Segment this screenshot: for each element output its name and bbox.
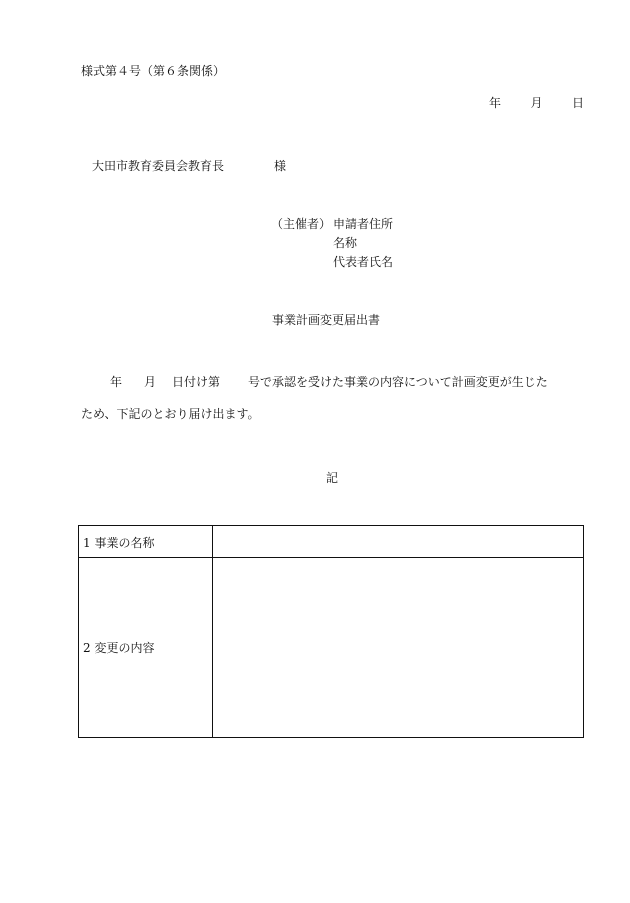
date-line xyxy=(489,95,584,111)
body-rest: 号で承認を受けた事業の内容について計画変更が生じた xyxy=(248,375,548,389)
document-title: 事業計画変更届出書 xyxy=(272,313,381,327)
addressee-name: 大田市教育委員会教育長 xyxy=(92,159,225,173)
applicant-role-label: （主催者） xyxy=(271,217,332,231)
project-name-label: 1 事業の名称 xyxy=(83,536,155,550)
date-day-label: 日 xyxy=(571,96,584,110)
table-column-divider xyxy=(212,526,213,737)
ki-heading: 記 xyxy=(326,471,339,485)
item-table xyxy=(78,525,584,738)
change-content-label: 2 変更の内容 xyxy=(83,641,155,655)
body-month: 月 xyxy=(144,375,157,389)
body-year: 年 xyxy=(110,375,123,389)
date-year-label: 年 xyxy=(489,96,502,110)
body-line-2: ため、下記のとおり届け出ます。 xyxy=(81,407,260,421)
date-month-label: 月 xyxy=(530,96,543,110)
form-number: 様式第４号（第６条関係） xyxy=(81,64,226,78)
applicant-name-label: 名称 xyxy=(333,236,358,250)
applicant-representative-label: 代表者氏名 xyxy=(333,255,394,269)
body-line-1 xyxy=(110,374,548,390)
table-row-project-name xyxy=(79,526,583,558)
body-day-dated: 日付け第 xyxy=(172,375,221,389)
addressee xyxy=(92,158,286,174)
applicant-address-label: 申請者住所 xyxy=(333,217,394,231)
addressee-honorific: 様 xyxy=(274,159,287,173)
